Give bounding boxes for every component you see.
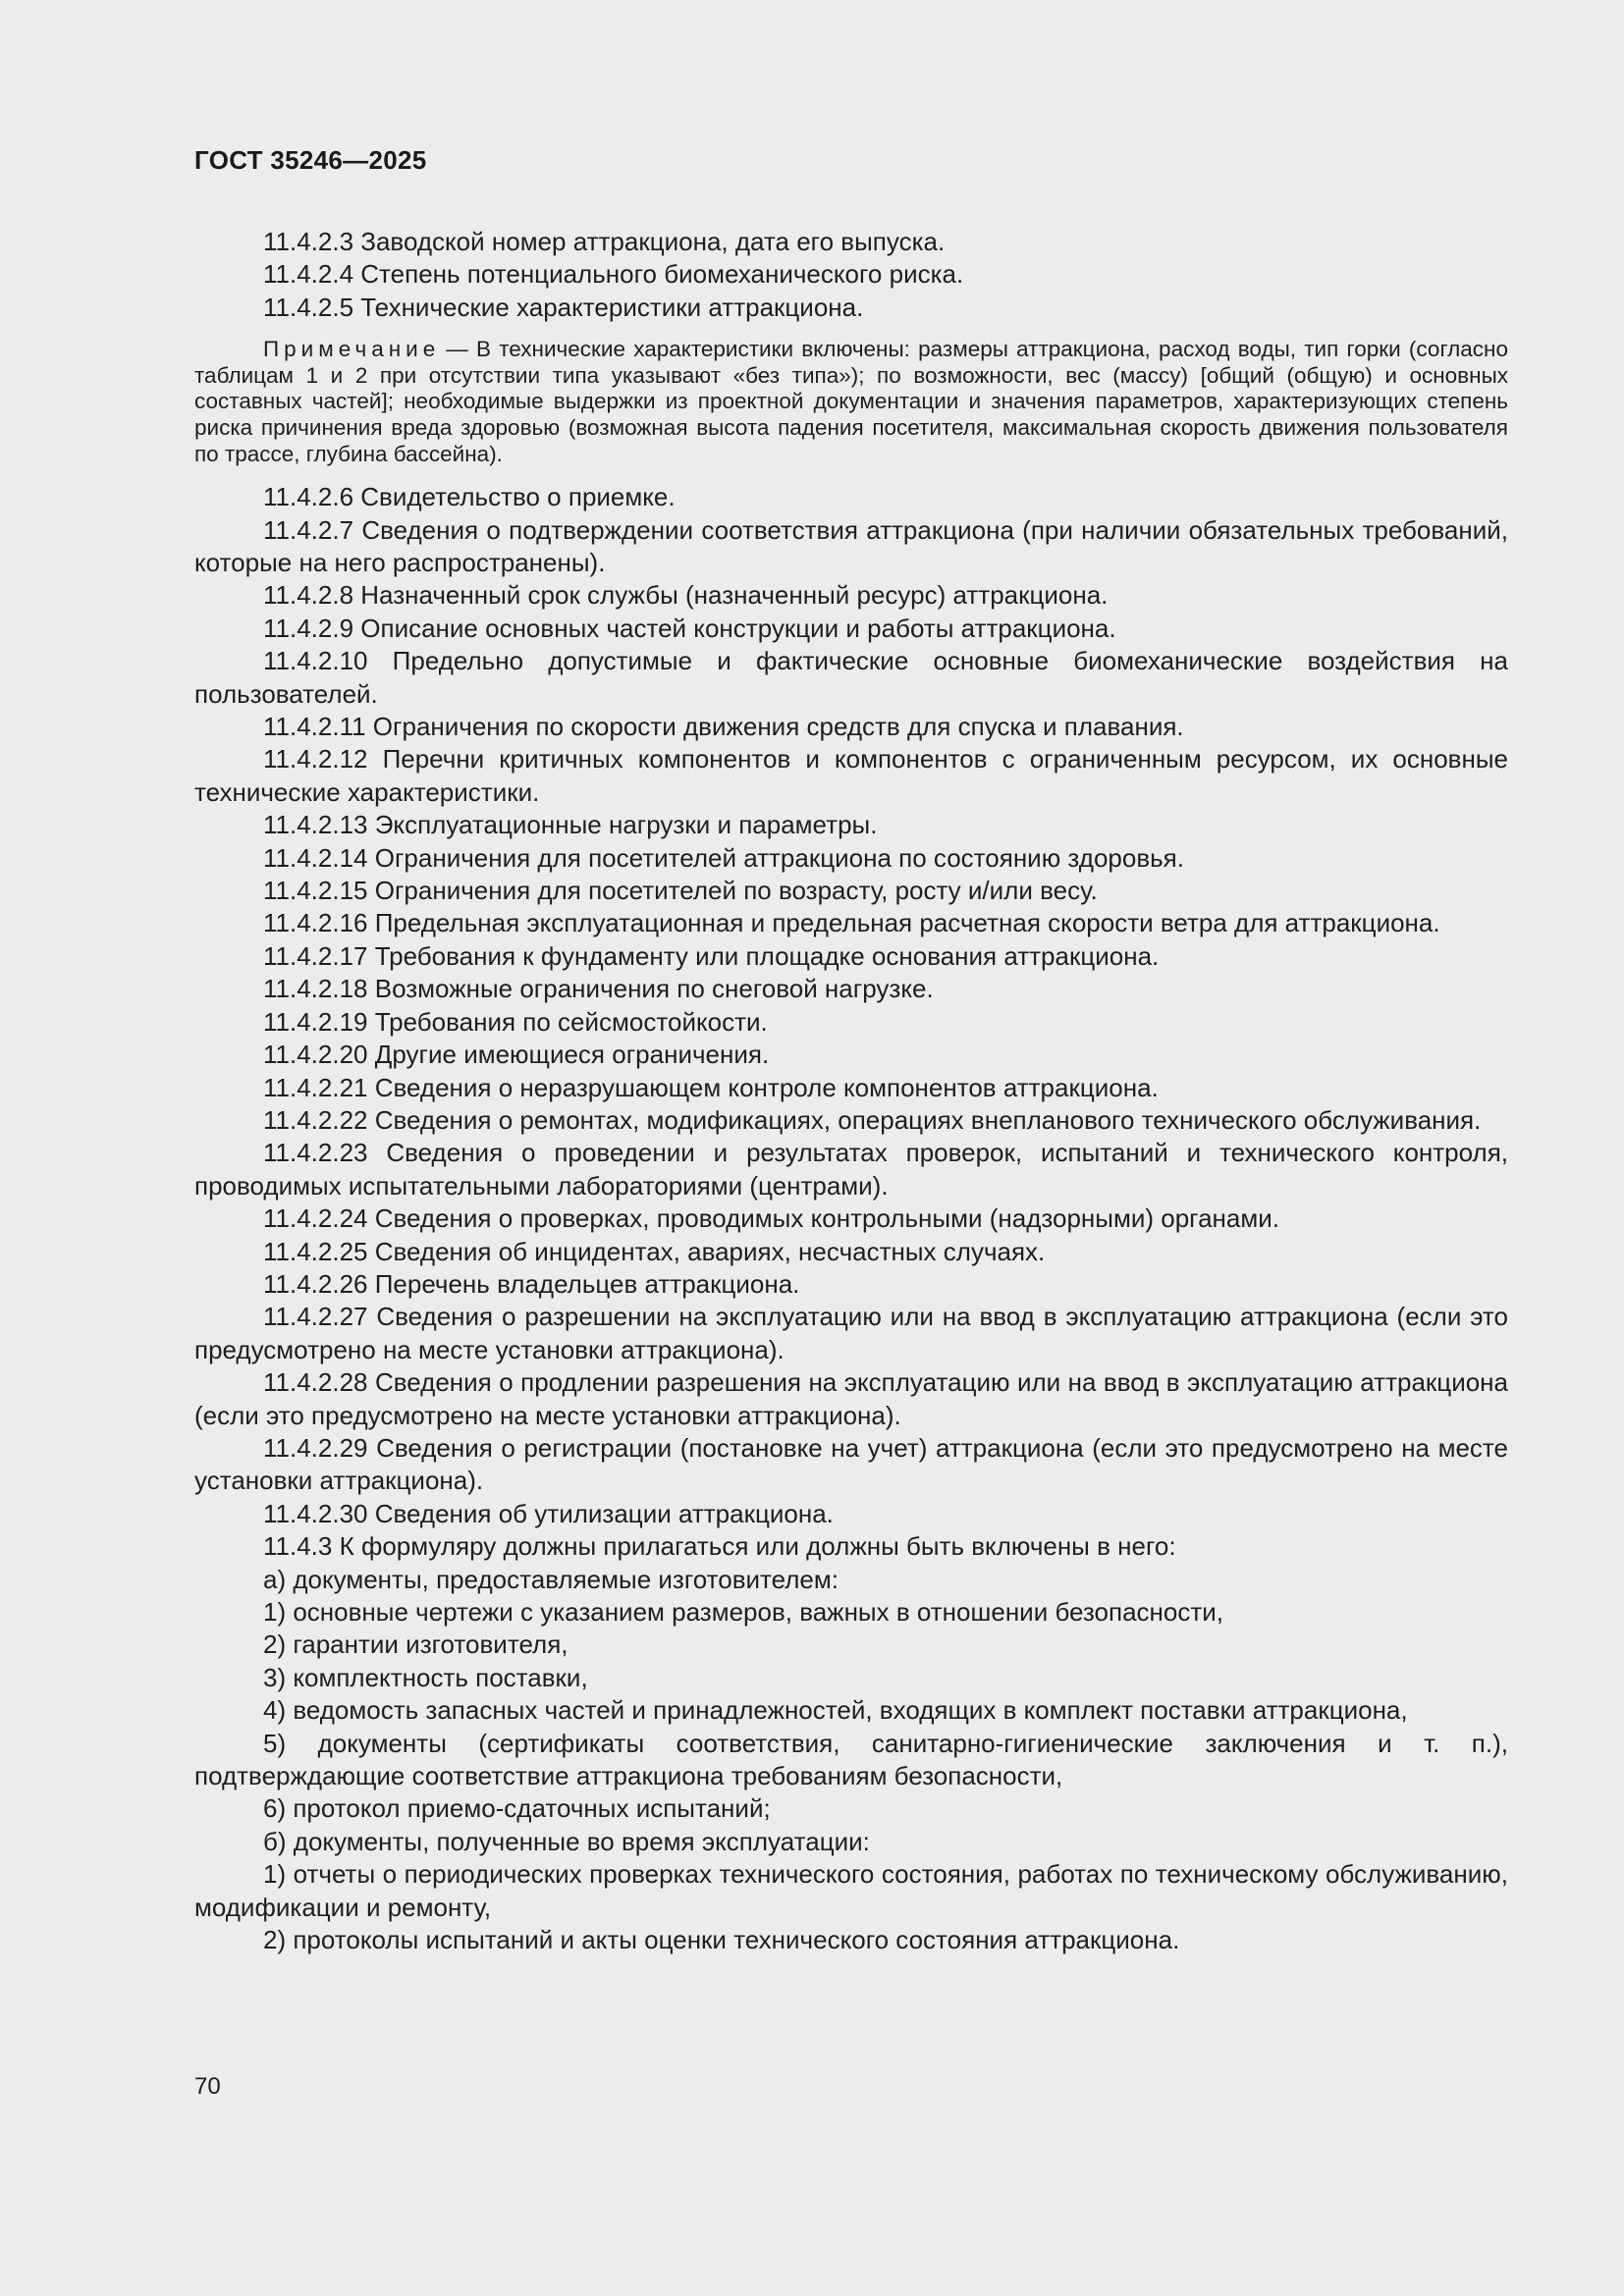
- paragraph: 11.4.2.7 Сведения о подтверждении соответствия аттракциона (при наличии обязательных требований, которые на него распространены).: [194, 514, 1508, 577]
- paragraph: 3) комплектность поставки,: [263, 1662, 588, 1692]
- paragraph: 11.4.2.18 Возможные ограничения по снеговой нагрузке.: [263, 974, 934, 1004]
- paragraph: 1) основные чертежи с указанием размеров, важных в отношении безопасности,: [263, 1597, 1224, 1627]
- paragraph: 11.4.2.22 Сведения о ремонтах, модификациях, операциях внепланового технического обслуживания.: [263, 1104, 1482, 1135]
- paragraph: 11.4.2.6 Свидетельство о приемке.: [263, 482, 676, 512]
- paragraph: 11.4.2.17 Требования к фундаменту или площадке основания аттракциона.: [263, 940, 1160, 971]
- note-paragraph: [194, 337, 1508, 467]
- paragraph: 11.4.2.10 Предельно допустимые и фактические основные биомеханические воздействия на пользователей.: [194, 646, 1508, 709]
- paragraph: 11.4.2.16 Предельная эксплуатационная и предельная расчетная скорости ветра для аттракциона.: [263, 908, 1440, 938]
- note-label: Примечание: [263, 337, 441, 362]
- paragraph: 11.4.2.5 Технические характеристики аттракциона.: [263, 292, 864, 322]
- paragraph: 11.4.2.24 Сведения о проверках, проводимых контрольными (надзорными) органами.: [263, 1203, 1279, 1234]
- note-text: — В технические характеристики включены: размеры аттракциона, расход воды, тип горки (согласно таблицам 1 и 2 при отсутствии типа указывают «без типа»); по возможности, вес (массу) [общий (общую) и основных составных частей]; необходимые выдержки из проектной документации и значения параметров, характеризующих степень риска причинения вреда здоровью (возможная высота падения посетителя, максимальная скорость движения пользователя по трассе, глубина бассейна).: [194, 337, 1508, 466]
- paragraph: 11.4.2.21 Сведения о неразрушающем контроле компонентов аттракциона.: [263, 1072, 1159, 1102]
- paragraph: 11.4.2.13 Эксплуатационные нагрузки и параметры.: [263, 810, 878, 840]
- paragraph: 11.4.2.28 Сведения о продлении разрешения на эксплуатацию или на ввод в эксплуатацию аттракциона (если это предусмотрено на месте установки аттракциона).: [194, 1367, 1508, 1430]
- paragraph: 11.4.2.20 Другие имеющиеся ограничения.: [263, 1040, 770, 1070]
- paragraph: 11.4.2.14 Ограничения для посетителей аттракциона по состоянию здоровья.: [263, 842, 1184, 873]
- paragraph: 6) протокол приемо-сдаточных испытаний;: [263, 1793, 771, 1824]
- paragraph: 11.4.2.27 Сведения о разрешении на эксплуатацию или на ввод в эксплуатацию аттракциона (если это предусмотрено на месте установки аттракциона).: [194, 1302, 1508, 1364]
- paragraph: 1) отчеты о периодических проверках технического состояния, работах по техническому обслуживанию, модификации и ремонту,: [194, 1859, 1508, 1922]
- paragraph: 5) документы (сертификаты соответствия, санитарно-гигиенические заключения и т. п.), подтверждающие соответствие аттракциона требованиям безопасности,: [194, 1728, 1508, 1791]
- page-number: 70: [194, 2073, 221, 2100]
- paragraph: 11.4.2.3 Заводской номер аттракциона, дата его выпуска.: [263, 227, 946, 256]
- paragraph: 11.4.2.29 Сведения о регистрации (постановке на учет) аттракциона (если это предусмотрено на месте установки аттракциона).: [194, 1432, 1508, 1496]
- paragraph: 2) гарантии изготовителя,: [263, 1629, 568, 1660]
- paragraph: 11.4.2.4 Степень потенциального биомеханического риска.: [263, 259, 964, 290]
- paragraph: 11.4.3 К формуляру должны прилагаться или должны быть включены в него:: [263, 1531, 1176, 1562]
- paragraph: 11.4.2.26 Перечень владельцев аттракциона.: [263, 1268, 800, 1299]
- paragraph: 11.4.2.12 Перечни критичных компонентов и компонентов с ограниченным ресурсом, их основные технические характеристики.: [194, 744, 1508, 807]
- paragraph: а) документы, предоставляемые изготовителем:: [263, 1564, 839, 1594]
- paragraph: 11.4.2.11 Ограничения по скорости движения средств для спуска и плавания.: [263, 712, 1184, 742]
- document-header-title: ГОСТ 35246—2025: [194, 145, 427, 175]
- paragraph: б) документы, полученные во время эксплуатации:: [263, 1826, 870, 1856]
- paragraph: 11.4.2.30 Сведения об утилизации аттракциона.: [263, 1498, 834, 1528]
- paragraph: 2) протоколы испытаний и акты оценки технического состояния аттракциона.: [263, 1925, 1180, 1955]
- paragraph: 11.4.2.25 Сведения об инцидентах, авариях, несчастных случаях.: [263, 1236, 1046, 1266]
- paragraph: 11.4.2.19 Требования по сейсмостойкости.: [263, 1006, 768, 1037]
- paragraph: 4) ведомость запасных частей и принадлежностей, входящих в комплект поставки аттракциона,: [263, 1695, 1408, 1726]
- paragraph: 11.4.2.8 Назначенный срок службы (назначенный ресурс) аттракциона.: [263, 580, 1109, 611]
- paragraph: 11.4.2.23 Сведения о проведении и результатах проверок, испытаний и технического контроля, проводимых испытательными лабораториями (центрами).: [194, 1138, 1508, 1201]
- paragraph: 11.4.2.9 Описание основных частей конструкции и работы аттракциона.: [263, 613, 1116, 643]
- document-body: [194, 226, 1508, 1956]
- paragraph: 11.4.2.15 Ограничения для посетителей по возрасту, росту и/или весу.: [263, 876, 1098, 906]
